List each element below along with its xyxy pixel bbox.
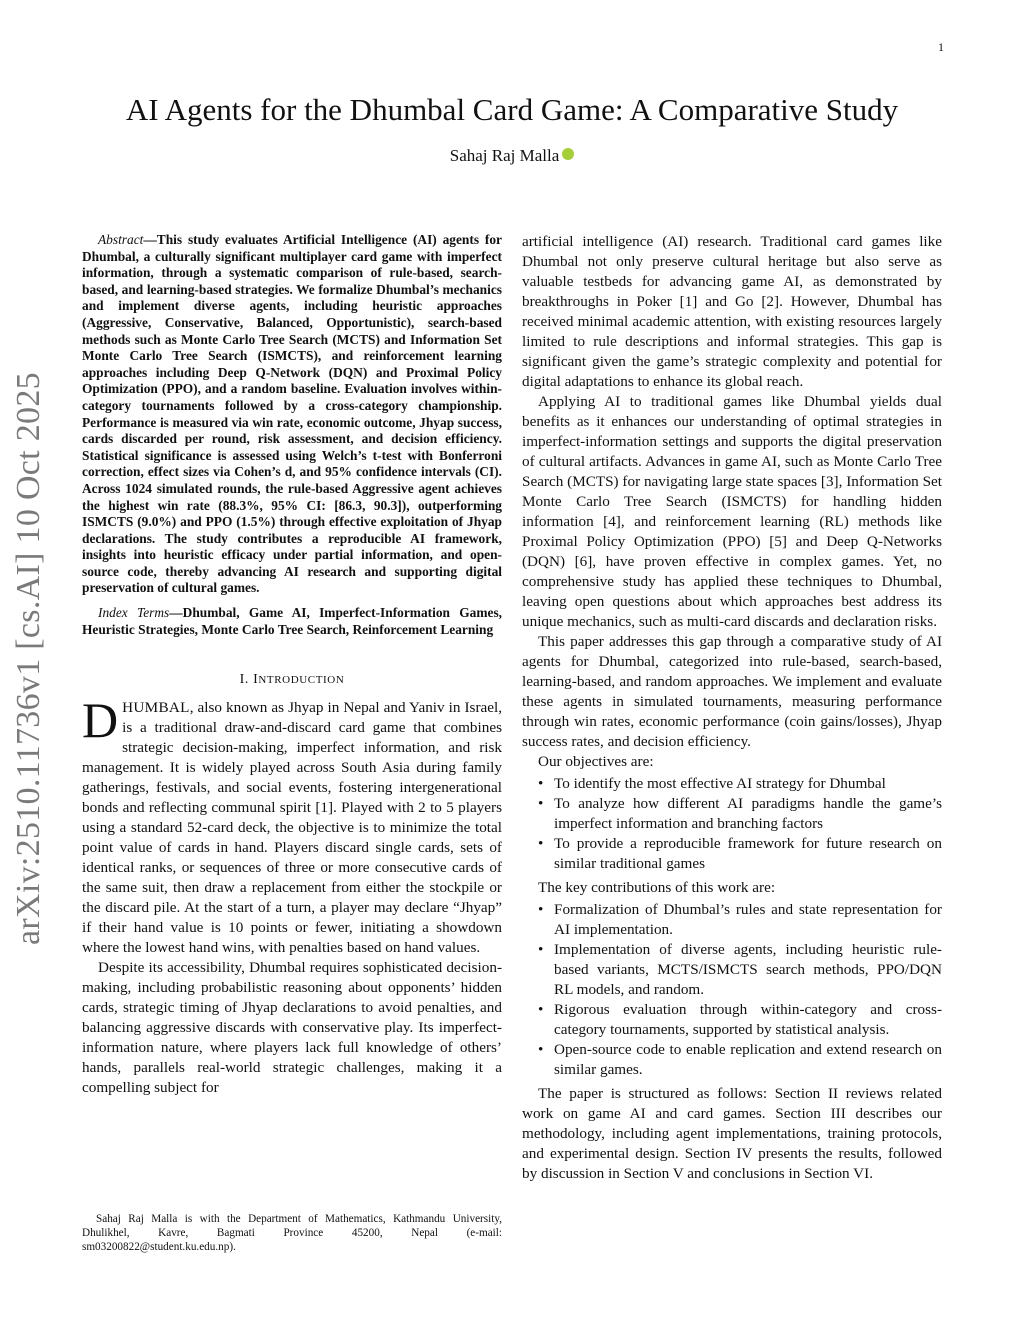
intro-paragraph-1-text: , also known as Jhyap in Nepal and Yaniv in Israel, is a traditional draw-and-discard card game that combines strategic decision-making, imperfect information, and risk management. It is widely played across South Asia during family gatherings, festivals, and social events, fostering intergenerational bonds and reflecting communal spirit [1]. Played with 2 to 5 players using a standard 52-card deck, the objective is to minimize the total point value of cards in hand. Players discard single cards, sets of identical ranks, or sequences of three or more consecutive cards of the same suit, then draw a replacement from either the stockpile or the discard pile. At the start of a turn, a player may declare “Jhyap” if their hand value is 10 points or fewer, initiating a showdown where the lowest hand wins, with penalties based on hand values. xyxy=(82,699,502,957)
objectives-intro: Our objectives are: xyxy=(538,753,654,770)
closing-paragraph: The paper is structured as follows: Section II reviews related work on game AI and card games. Section III describes our methodology, including agent implementations, training protocols, and experimental design. Section IV presents the results, followed by discussion in Section V and conclusions in Section VI. xyxy=(522,1085,942,1182)
author-footnote: Sahaj Raj Malla is with the Department of Mathematics, Kathmandu University, Dhulikhel, Kavre, Bagmati Province 45200, Nepal (e-mail: sm03200822@student.ku.edu.np). xyxy=(82,1213,502,1253)
bullet-icon: • xyxy=(538,795,544,812)
index-terms-lead: Index Terms xyxy=(98,605,170,621)
list-item: • Rigorous evaluation through within-category and cross-category tournaments, supported by statistical analysis. xyxy=(538,1001,942,1038)
bullet-icon: • xyxy=(538,941,544,958)
intro-paragraph-2: Despite its accessibility, Dhumbal requires sophisticated decision-making, including probabilistic reasoning about opponents’ hidden cards, strategic timing of Jhyap declarations to avoid penalties, and balancing aggressive discards with conservative play. Its imperfect-information nature, where players lack full knowledge of others’ hands, parallels real-world strategic challenges, making it a compelling subject for xyxy=(82,959,502,1097)
section-title-rest: NTRODUCTION xyxy=(258,674,345,687)
drop-cap: D xyxy=(82,692,119,749)
index-terms xyxy=(82,605,502,638)
author-name: Sahaj Raj Malla xyxy=(449,146,560,165)
list-item: • Formalization of Dhumbal’s rules and state representation for AI implementation. xyxy=(538,901,942,938)
page-number: 1 xyxy=(938,40,944,54)
bullet-icon: • xyxy=(538,901,544,918)
abstract-lead: Abstract xyxy=(98,232,144,247)
left-column xyxy=(82,232,502,1098)
contributions-intro: The key contributions of this work are: xyxy=(538,879,776,896)
abstract-text: —This study evaluates Artificial Intelligence (AI) agents for Dhumbal, a culturally significant multiplayer card game with imperfect information, through a systematic comparison of rule-based, search-based, and learning-based strategies. We formalize Dhumbal’s mechanics and implement diverse agents, including heuristic approaches (Aggressive, Conservative, Balanced, Opportunistic), search-based methods such as Monte Carlo Tree Search (MCTS) and Information Set Monte Carlo Tree Search (ISMCTS), and reinforcement learning approaches including Deep Q-Network (DQN) and Proximal Policy Optimization (PPO), and a random baseline. Evaluation involves within-category tournaments followed by a cross-category championship. Performance is measured via win rate, economic outcome, Jhyap success, cards discarded per round, risk assessment, and decision efficiency. Statistical significance is assessed using Welch’s t-test with Bonferroni correction, effect sizes via Cohen’s d, and 95% confidence intervals (CI). Across 1024 simulated rounds, the rule-based Aggressive agent achieves the highest win rate (88.3%, 95% CI: [86.3, 90.3]), outperforming ISMCTS (9.0%) and PPO (1.5%) through effective exploitation of Jhyap declarations. The study contributes a reproducible AI framework, insights into heuristic efficacy under partial information, and open-source code, thereby advancing AI research and supporting digital preservation of cultural games. xyxy=(82,232,502,596)
section-title-cap: I xyxy=(253,672,259,688)
arxiv-stamp: arXiv:2510.11736v1 [cs.AI] 10 Oct 2025 xyxy=(10,372,47,945)
objectives-list xyxy=(522,774,942,874)
bullet-icon: • xyxy=(538,1041,544,1058)
intro-paragraph-1 xyxy=(82,692,502,958)
list-item: • To identify the most effective AI strategy for Dhumbal xyxy=(538,775,886,792)
right-column xyxy=(522,232,942,1184)
bullet-icon: • xyxy=(538,835,544,852)
list-item: • Open-source code to enable replication and extend research on similar games. xyxy=(538,1041,942,1078)
paper-title: AI Agents for the Dhumbal Card Game: A Comparative Study xyxy=(125,92,899,127)
list-item: • To analyze how different AI paradigms handle the game’s imperfect information and branching factors xyxy=(538,795,942,832)
bullet-icon: • xyxy=(538,1001,544,1018)
section-heading-introduction xyxy=(82,672,502,688)
bullet-icon: • xyxy=(538,775,544,792)
index-terms-text: —Dhumbal, Game AI, Imperfect-Information Games, Heuristic Strategies, Monte Carlo Tree Search, Reinforcement Learning xyxy=(82,605,502,637)
abstract xyxy=(82,232,502,597)
right-paragraph-2: Applying AI to traditional games like Dhumbal yields dual benefits as it enhances our understanding of optimal strategies in imperfect-information settings and supports the digital preservation of cultural artifacts. Advances in game AI, such as Monte Carlo Tree Search (MCTS) for navigating large state spaces [3], Information Set Monte Carlo Tree Search (ISMCTS) for handling hidden information [4], and reinforcement learning (RL) methods like Proximal Policy Optimization (PPO) [5] and Deep Q-Networks (DQN) [6], have proven effective in complex games. Yet, no comprehensive study has applied these techniques to Dhumbal, leaving open questions about which approaches best address its unique mechanics, such as multi-card discards and declaration risks. xyxy=(522,393,942,630)
list-item: • To provide a reproducible framework for future research on similar traditional games xyxy=(538,835,942,872)
right-paragraph-3: This paper addresses this gap through a comparative study of AI agents for Dhumbal, categorized into rule-based, search-based, learning-based, and random approaches. We implement and evaluate these agents in simulated tournaments, measuring performance through win rates, economic performance (coin gains/losses), Jhyap success rates, and decision efficiency. xyxy=(522,633,942,750)
section-number: I. xyxy=(239,672,249,688)
right-paragraph-1: artificial intelligence (AI) research. Traditional card games like Dhumbal not only preserve cultural heritage but also serve as valuable testbeds for advancing game AI, as demonstrated by breakthroughs in Poker [1] and Go [2]. However, Dhumbal has received minimal academic attention, with existing resources largely limited to rule descriptions and informal strategies. This gap is significant given the game’s strategic complexity and potential for digital adaptations to enhance its global reach. xyxy=(522,233,942,390)
contributions-list xyxy=(522,900,942,1080)
orcid-icon[interactable] xyxy=(562,148,574,160)
list-item: • Implementation of diverse agents, including heuristic rule-based variants, MCTS/ISMCTS search methods, PPO/DQN RL models, and random. xyxy=(538,941,942,998)
intro-cap-word: HUMBAL xyxy=(122,699,190,717)
author-line xyxy=(0,146,1024,166)
